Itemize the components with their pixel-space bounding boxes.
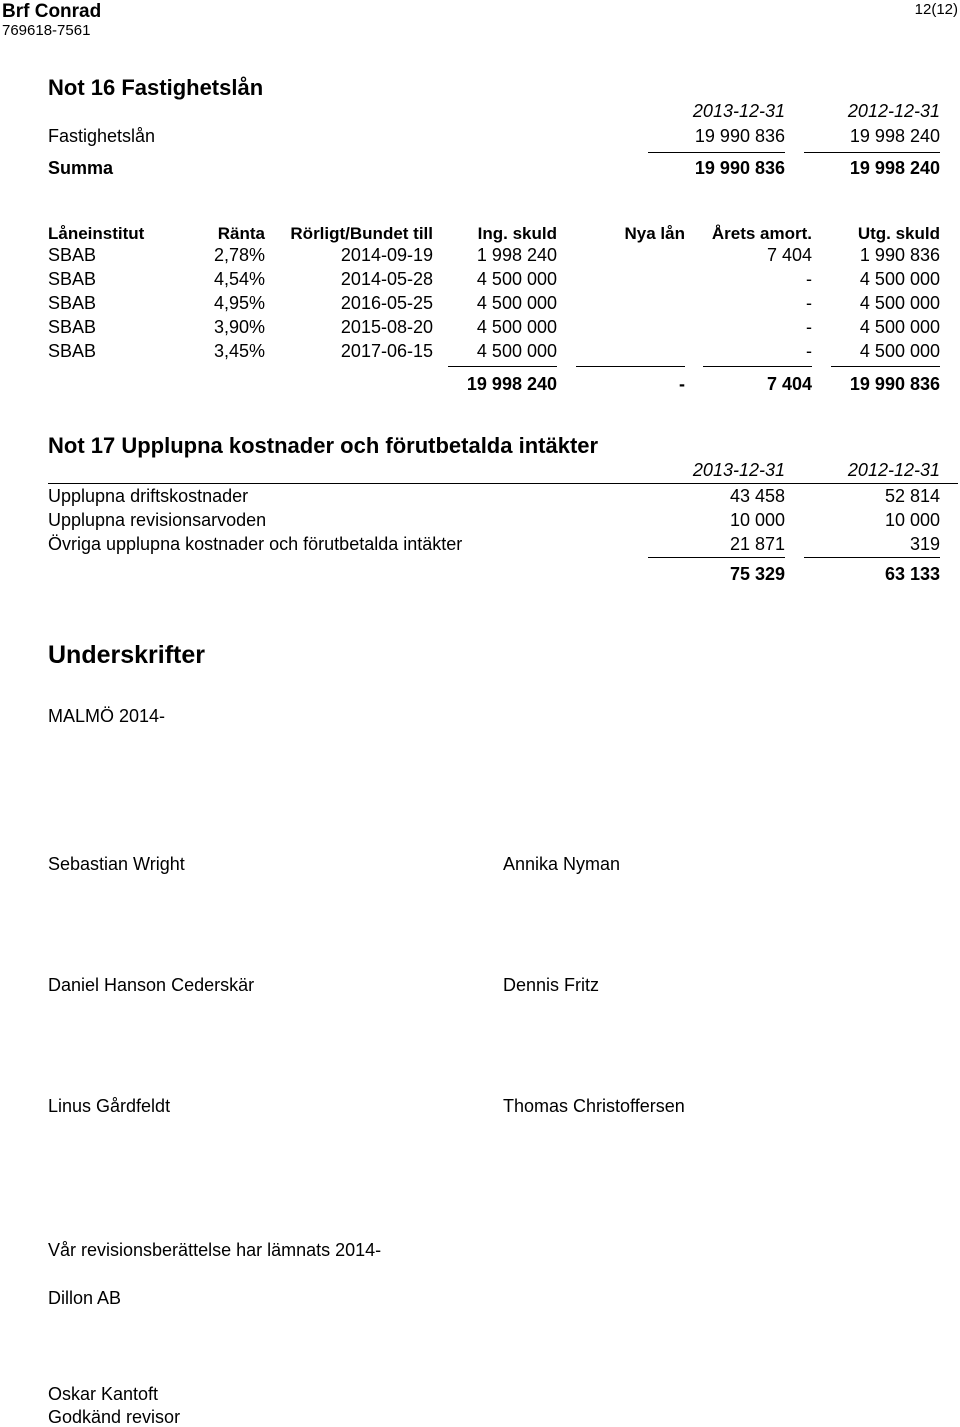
loans-header-new-loans: Nya lån [624, 224, 685, 243]
auditor-title: Godkänd revisor [48, 1407, 181, 1427]
loans-cell-rate: 3,45% [213, 341, 265, 361]
audit-firm: Dillon AB [48, 1288, 122, 1308]
note17-row-label: Övriga upplupna kostnader och förutbetalda intäkter [48, 534, 463, 554]
note16-total-2012: 19 998 240 [849, 158, 940, 178]
note16-row-value-2012: 19 998 240 [849, 126, 940, 146]
signatory-name: Daniel Hanson Cederskär [48, 975, 255, 995]
org-number: 769618-7561 [2, 22, 91, 39]
signatory-name: Dennis Fritz [503, 975, 600, 995]
loans-cell-rate: 2,78% [213, 245, 265, 265]
note17-row-value-2013: 43 458 [729, 486, 785, 506]
loans-total-new-loans: - [679, 374, 685, 394]
signatures-title: Underskrifter [48, 641, 205, 669]
note17-col-header-2012: 2012-12-31 [847, 460, 940, 480]
loans-cell-opening-debt: 4 500 000 [476, 317, 557, 337]
loans-cell-opening-debt: 4 500 000 [476, 293, 557, 313]
loans-total-closing-debt: 19 990 836 [849, 374, 940, 394]
note16-col-header-2013: 2013-12-31 [692, 101, 785, 121]
loans-cell-closing-debt: 4 500 000 [859, 269, 940, 289]
note17-row-value-2012: 52 814 [884, 486, 940, 506]
loans-cell-institute: SBAB [48, 293, 97, 313]
loans-cell-fixed-until: 2014-05-28 [340, 269, 433, 289]
note16-row-value-2013: 19 990 836 [694, 126, 785, 146]
loans-cell-institute: SBAB [48, 341, 97, 361]
note16-title: Not 16 Fastighetslån [48, 75, 264, 100]
note17-total-line-2013 [648, 557, 785, 558]
note17-col-header-2013: 2013-12-31 [692, 460, 785, 480]
loans-cell-amortization: 7 404 [766, 245, 812, 265]
signatures-place-date: MALMÖ 2014- [48, 706, 166, 726]
note16-sum-line-2012 [804, 152, 940, 153]
note17-row-value-2013: 10 000 [729, 510, 785, 530]
note16-total-2013: 19 990 836 [694, 158, 785, 178]
loans-header-opening-debt: Ing. skuld [477, 224, 557, 243]
loans-total-line-opening [448, 366, 557, 367]
note17-total-2013: 75 329 [729, 564, 785, 584]
note17-row-value-2012: 319 [909, 534, 940, 554]
loans-total-opening-debt: 19 998 240 [466, 374, 557, 394]
loans-header-rate: Ränta [217, 224, 265, 243]
loans-cell-institute: SBAB [48, 317, 97, 337]
company-name: Brf Conrad [2, 1, 102, 22]
loans-cell-amortization: - [806, 293, 812, 313]
signatory-name: Linus Gårdfeldt [48, 1096, 171, 1116]
signatory-name: Sebastian Wright [48, 854, 185, 874]
page-number: 12(12) [914, 1, 958, 18]
loans-header-closing-debt: Utg. skuld [857, 224, 940, 243]
loans-total-line-new [576, 366, 685, 367]
loans-cell-fixed-until: 2017-06-15 [340, 341, 433, 361]
loans-cell-amortization: - [806, 317, 812, 337]
loans-cell-closing-debt: 4 500 000 [859, 317, 940, 337]
signatory-name: Thomas Christoffersen [503, 1096, 685, 1116]
loans-cell-amortization: - [806, 341, 812, 361]
note17-total-line-2012 [804, 557, 940, 558]
loans-total-amortization: 7 404 [766, 374, 812, 394]
loans-cell-fixed-until: 2015-08-20 [340, 317, 433, 337]
loans-header-fixed-until: Rörligt/Bundet till [290, 224, 433, 243]
loans-total-line-closing [831, 366, 940, 367]
loans-cell-rate: 4,54% [213, 269, 265, 289]
signatory-name: Annika Nyman [503, 854, 621, 874]
loans-cell-fixed-until: 2016-05-25 [340, 293, 433, 313]
loans-cell-rate: 3,90% [213, 317, 265, 337]
loans-cell-amortization: - [806, 269, 812, 289]
note16-row-label: Fastighetslån [48, 126, 156, 146]
note17-row-value-2013: 21 871 [729, 534, 785, 554]
loans-cell-rate: 4,95% [213, 293, 265, 313]
loans-cell-opening-debt: 4 500 000 [476, 341, 557, 361]
audit-statement: Vår revisionsberättelse har lämnats 2014- [48, 1240, 382, 1260]
note16-col-header-2012: 2012-12-31 [847, 101, 940, 121]
note17-title: Not 17 Upplupna kostnader och förutbetalda intäkter [48, 433, 599, 458]
note16-total-label: Summa [48, 158, 114, 178]
loans-cell-fixed-until: 2014-09-19 [340, 245, 433, 265]
loans-header-institute: Låneinstitut [48, 224, 145, 243]
note17-total-2012: 63 133 [884, 564, 940, 584]
loans-cell-closing-debt: 1 990 836 [859, 245, 940, 265]
auditor-name: Oskar Kantoft [48, 1384, 159, 1404]
note17-row-label: Upplupna driftskostnader [48, 486, 249, 506]
loans-cell-closing-debt: 4 500 000 [859, 293, 940, 313]
note17-row-value-2012: 10 000 [884, 510, 940, 530]
note17-header-rule [48, 483, 958, 484]
note16-sum-line-2013 [648, 152, 785, 153]
loans-cell-institute: SBAB [48, 245, 97, 265]
loans-header-amortization: Årets amort. [711, 224, 812, 243]
loans-total-line-amort [703, 366, 812, 367]
loans-cell-opening-debt: 1 998 240 [476, 245, 557, 265]
loans-cell-institute: SBAB [48, 269, 97, 289]
loans-cell-opening-debt: 4 500 000 [476, 269, 557, 289]
loans-cell-closing-debt: 4 500 000 [859, 341, 940, 361]
note17-row-label: Upplupna revisionsarvoden [48, 510, 267, 530]
